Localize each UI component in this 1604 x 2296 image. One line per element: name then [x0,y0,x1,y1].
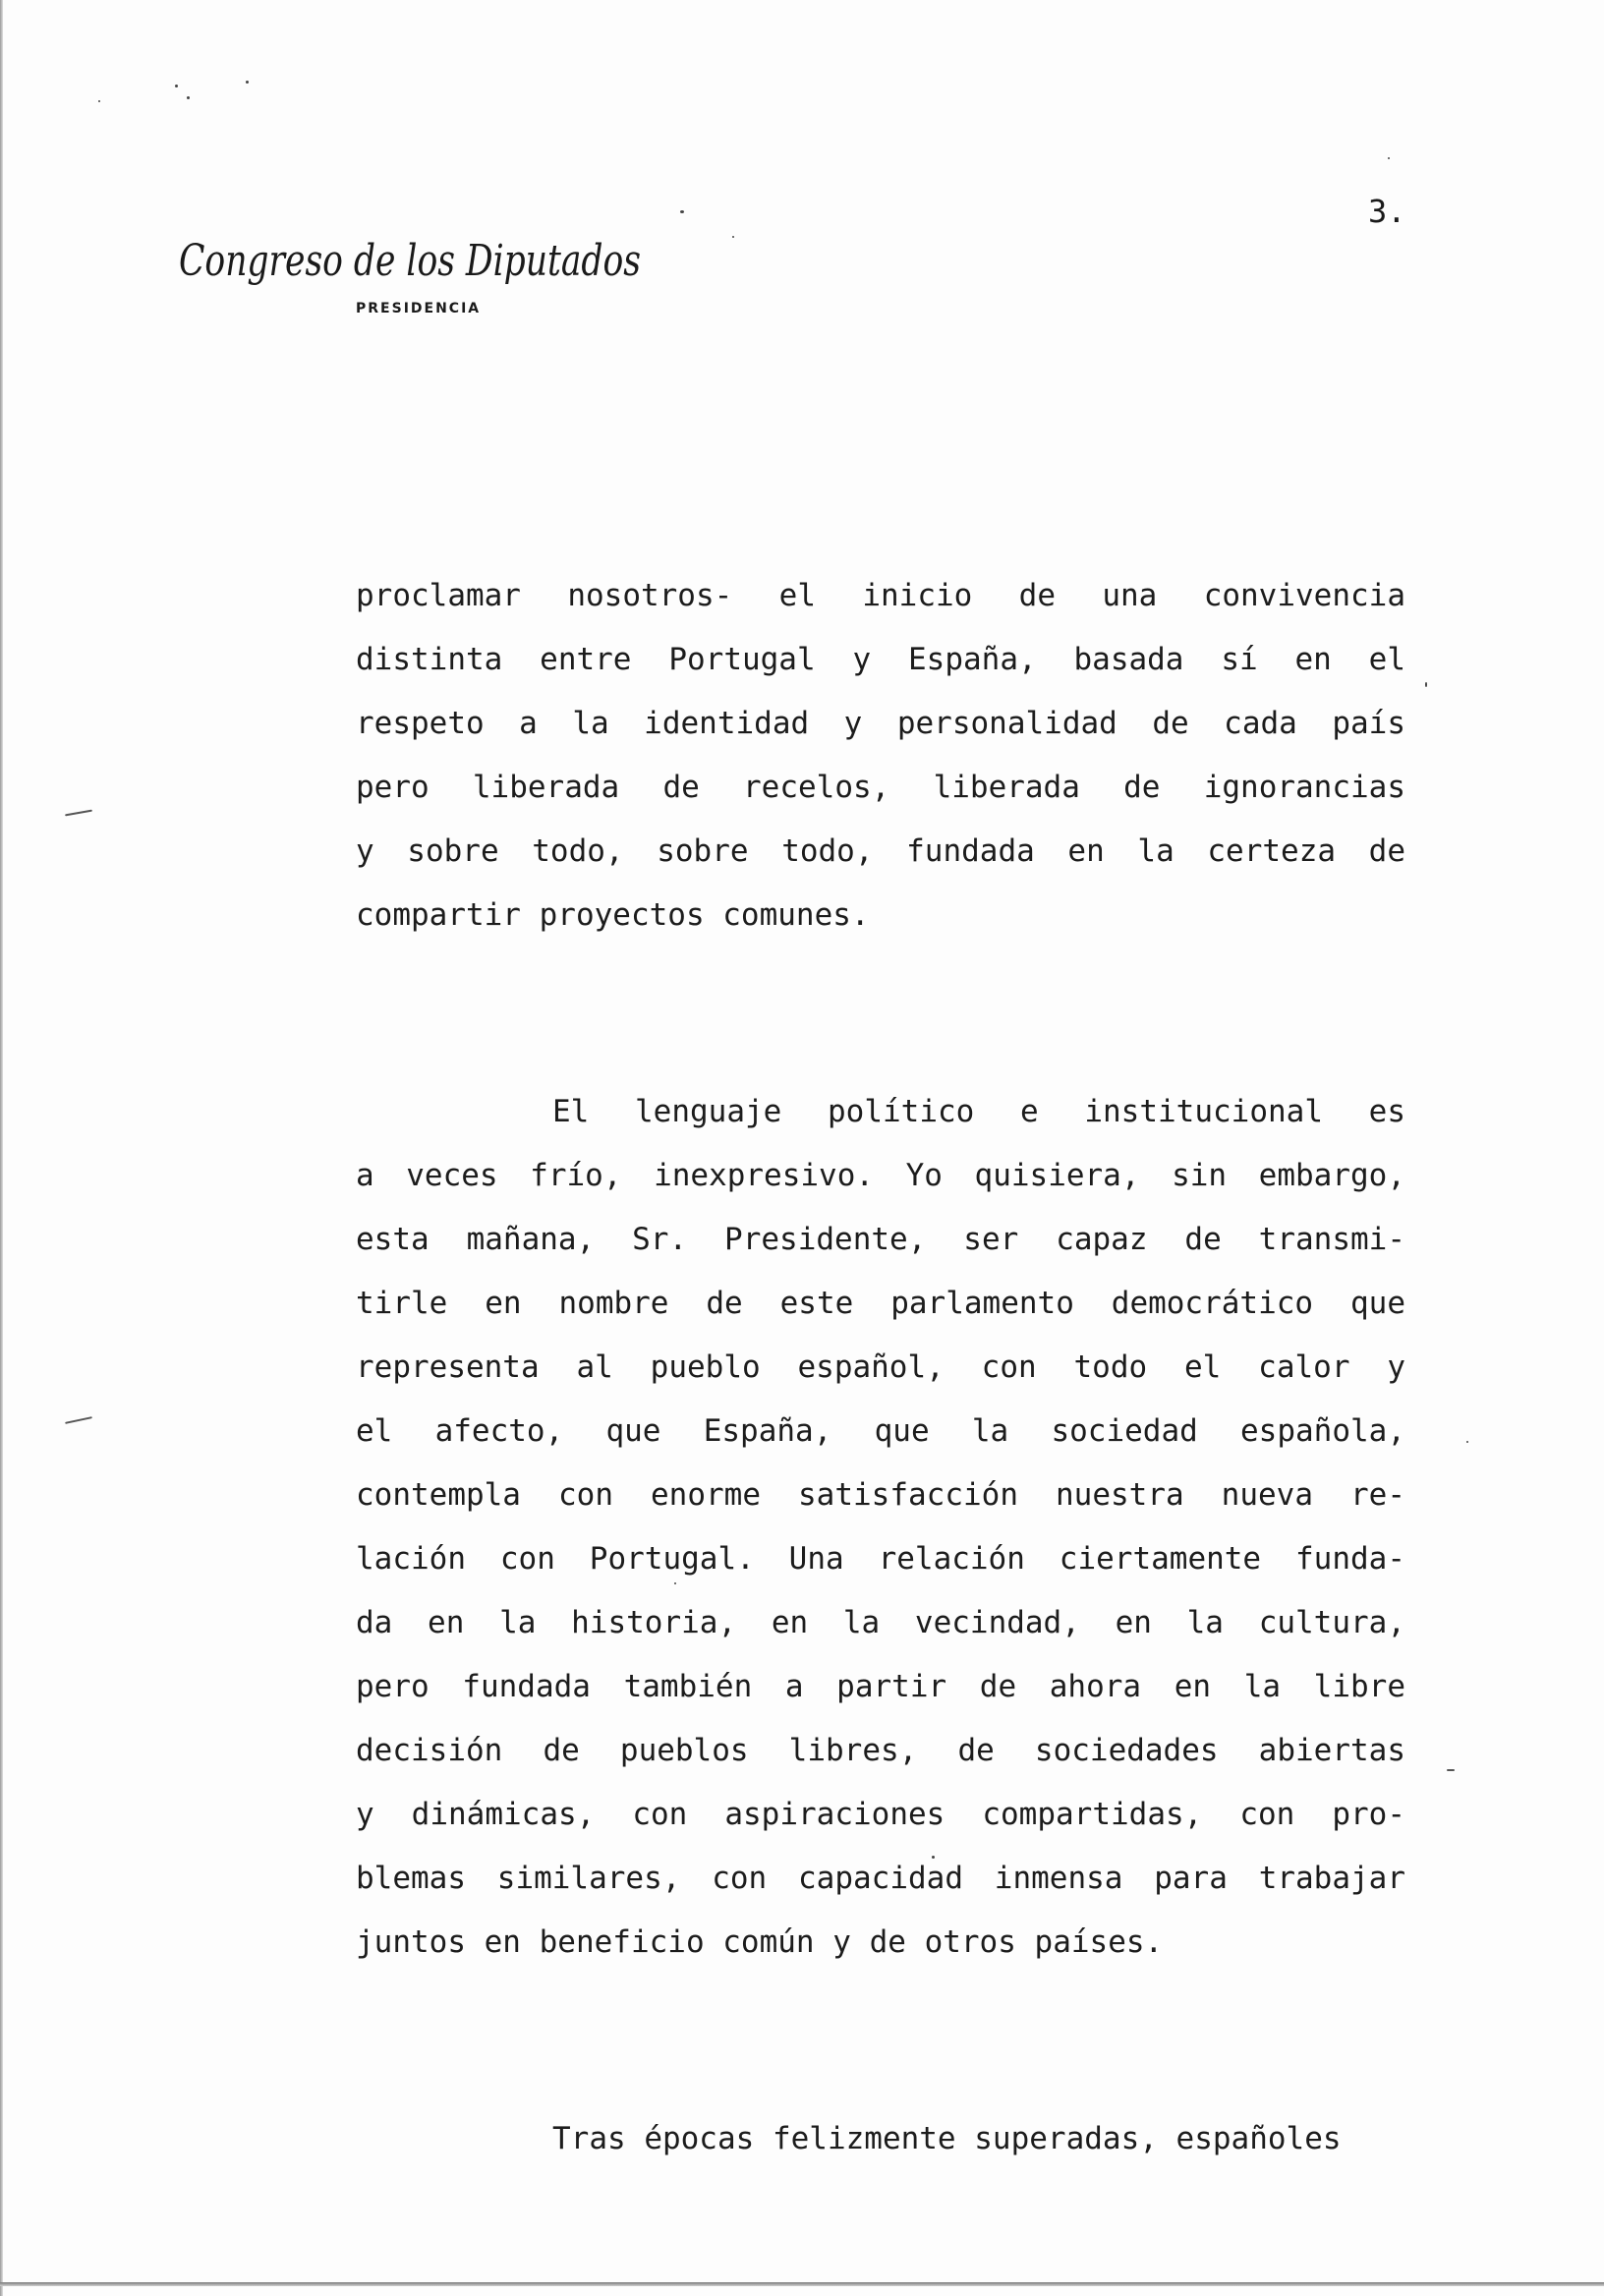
text-line: lación con Portugal. Una relación ciertamente funda- [356,1541,1405,1577]
scan-speck [680,210,684,213]
text-line: distinta entre Portugal y España, basada sí en el [356,642,1405,677]
scan-mark [1447,1769,1455,1771]
page-number: 3. [1368,193,1406,230]
scan-edge-left [0,0,3,2296]
scan-speck [932,1856,935,1859]
text-line: pero fundada también a partir de ahora en la libre [356,1669,1405,1704]
text-line: tirle en nombre de este parlamento democrático que [356,1286,1405,1321]
scan-speck [98,100,100,102]
letterhead [177,224,668,332]
scan-speck [187,96,190,99]
paragraph-gap [356,947,1405,1080]
text-line: contempla con enorme satisfacción nuestra nueva re- [356,1477,1405,1513]
scan-mark [65,1416,92,1424]
text-line: a veces frío, inexpresivo. Yo quisiera, sin embargo, [356,1158,1405,1193]
letterhead-subtitle: PRESIDENCIA [356,301,482,316]
text-line: y sobre todo, sobre todo, fundada en la certeza de [356,833,1405,869]
scan-speck [175,85,178,87]
text-line: blemas similares, con capacidad inmensa para trabajar [356,1861,1405,1896]
scan-speck [1466,1441,1468,1443]
scan-edge-bottom [0,2282,1604,2286]
text-line: respeto a la identidad y personalidad de cada país [356,706,1405,741]
scan-speck [1388,157,1390,159]
text-line: Tras épocas felizmente superadas, españoles [552,2121,1342,2156]
logo-wordmark: Congreso de los Diputados [179,236,641,286]
text-line: el afecto, que España, que la sociedad española, [356,1413,1405,1449]
text-line: representa al pueblo español, con todo el calor y [356,1349,1405,1385]
congreso-logo [177,224,649,293]
paragraph-gap [356,1975,1405,2107]
text-line: compartir proyectos comunes. [356,897,870,933]
text-line: proclamar nosotros- el inicio de una convivencia [356,578,1405,613]
scan-speck [246,81,249,84]
text-line: y dinámicas, con aspiraciones compartidas, con pro- [356,1797,1405,1832]
text-line: esta mañana, Sr. Presidente, ser capaz de transmi- [356,1222,1405,1257]
text-line: decisión de pueblos libres, de sociedades abiertas [356,1733,1405,1768]
text-line: da en la historia, en la vecindad, en la cultura, [356,1605,1405,1640]
document-body [356,564,1405,2171]
text-line: juntos en beneficio común y de otros países. [356,1924,1164,1960]
scan-speck [732,236,734,238]
scan-speck [674,1582,676,1584]
text-line: El lenguaje político e institucional es [552,1094,1405,1129]
scan-speck [1425,682,1427,687]
scan-mark [65,810,92,817]
text-line: pero liberada de recelos, liberada de ignorancias [356,770,1405,805]
